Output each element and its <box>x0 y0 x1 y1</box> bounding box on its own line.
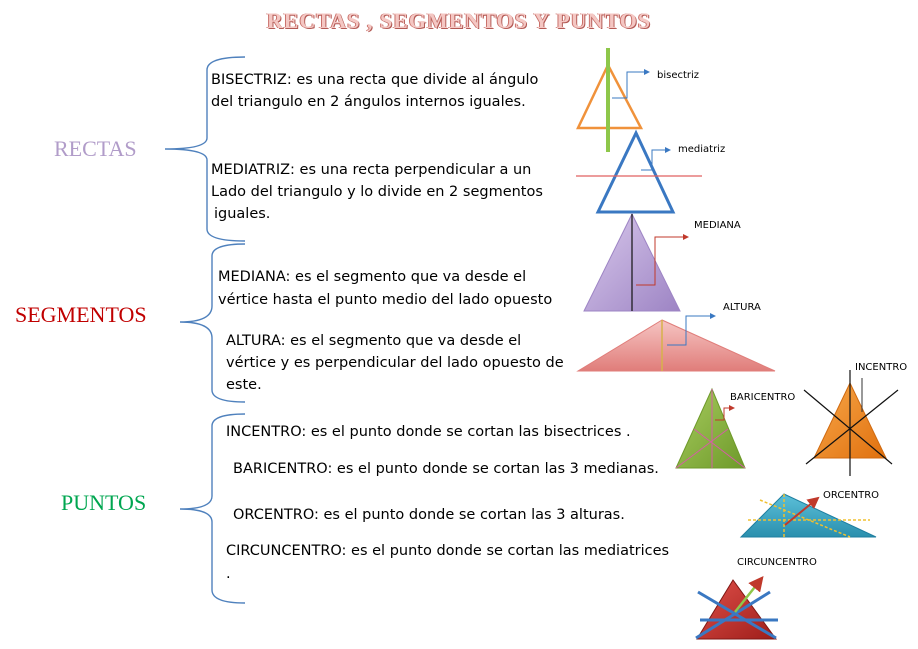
mediatriz-line-2: Lado del triangulo y lo divide en 2 segmentos <box>211 184 543 200</box>
circuncentro-line-1: CIRCUNCENTRO: es el punto donde se cortan las mediatrices <box>226 543 670 559</box>
category-puntos: PUNTOS <box>61 490 147 515</box>
label-incentro: INCENTRO <box>855 362 908 373</box>
label-mediatriz: mediatriz <box>678 144 726 155</box>
label-altura: ALTURA <box>723 302 761 313</box>
label-circuncentro: CIRCUNCENTRO <box>737 557 817 568</box>
page-title: RECTAS , SEGMENTOS Y PUNTOS <box>266 8 652 33</box>
incentro-definition: INCENTRO: es el punto donde se cortan las bisectrices . <box>226 424 631 440</box>
circuncentro-triangle-figure <box>696 578 778 639</box>
label-mediana: MEDIANA <box>694 220 741 231</box>
circuncentro-line-2: . <box>226 566 231 582</box>
altura-line-2: vértice y es perpendicular del lado opuesto de <box>226 355 564 371</box>
label-orcentro: ORCENTRO <box>823 490 880 501</box>
mediana-line-2: vértice hasta el punto medio del lado opuesto <box>218 292 553 308</box>
bisectriz-line-1: BISECTRIZ: es una recta que divide al ángulo <box>211 72 539 88</box>
mediana-triangle-figure <box>584 214 688 311</box>
bisectriz-line-2: del triangulo en 2 ángulos internos iguales. <box>211 94 526 110</box>
incentro-triangle-figure <box>804 370 898 476</box>
mediana-line-1: MEDIANA: es el segmento que va desde el <box>218 269 527 285</box>
mediatriz-line-1: MEDIATRIZ: es una recta perpendicular a un <box>211 162 532 178</box>
baricentro-definition: BARICENTRO: es el punto donde se cortan las 3 medianas. <box>233 461 659 477</box>
altura-line-1: ALTURA: es el segmento que va desde el <box>226 333 522 349</box>
category-segmentos: SEGMENTOS <box>15 302 147 327</box>
orcentro-definition: ORCENTRO: es el punto donde se cortan las 3 alturas. <box>233 507 625 523</box>
altura-line-3: este. <box>226 377 262 393</box>
category-rectas: RECTAS <box>54 136 137 161</box>
label-baricentro: BARICENTRO <box>730 392 796 403</box>
mediatriz-line-3: iguales. <box>214 206 271 222</box>
label-bisectriz: bisectriz <box>657 70 700 81</box>
altura-triangle-figure <box>578 316 775 371</box>
